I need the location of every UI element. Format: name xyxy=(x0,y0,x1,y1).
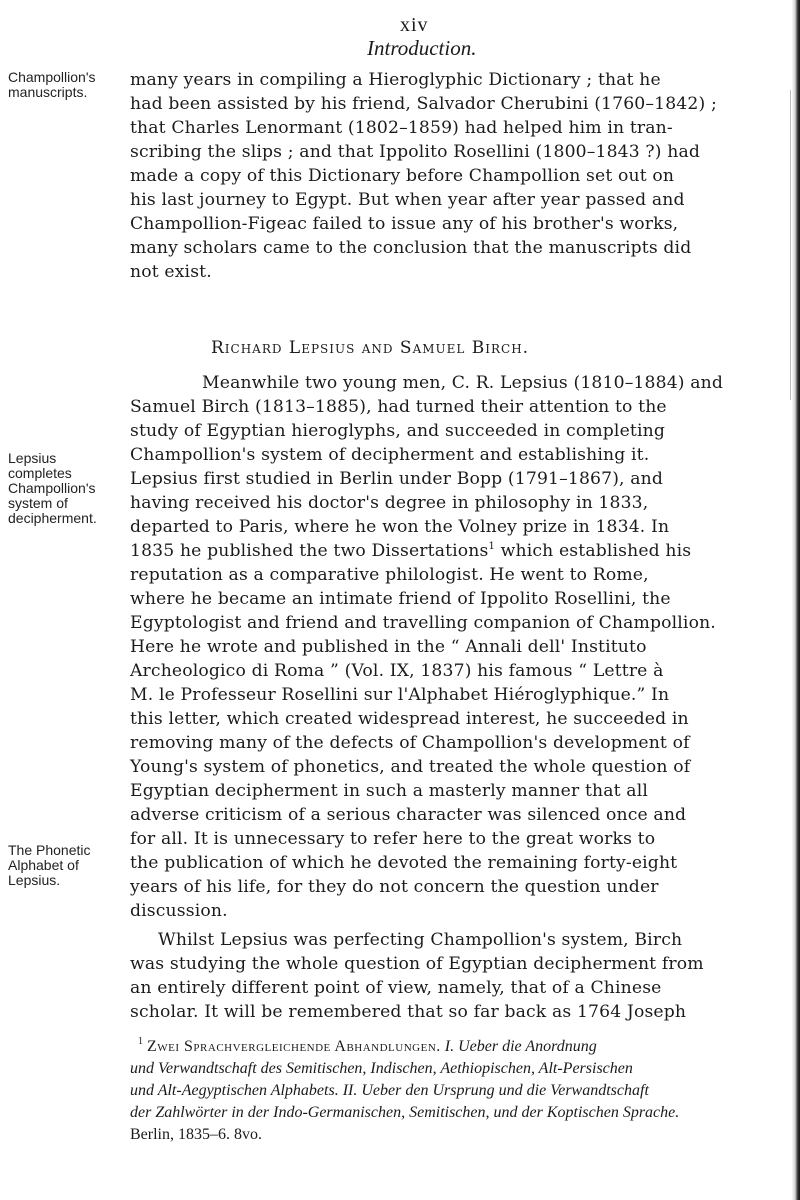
text-line: for all. It is unnecessary to refer here to the great works to xyxy=(130,829,656,849)
footnote-marker: 1 xyxy=(138,1036,143,1047)
text-line: having received his doctor's degree in philosophy in 1833, xyxy=(130,493,649,513)
page-edge-shadow xyxy=(792,0,800,1200)
sidenote-line: manuscripts. xyxy=(8,84,88,100)
text-line: Here he wrote and published in the “ Annali dell' Instituto xyxy=(130,637,647,657)
text-line: Egyptian decipherment in such a masterly manner that all xyxy=(130,781,648,801)
text-fragment: which established his xyxy=(495,541,692,561)
sidenote-line: decipherment. xyxy=(8,510,97,526)
text-line: Archeologico di Roma ” (Vol. IX, 1837) his famous “ Lettre à xyxy=(130,661,664,681)
footnote-line xyxy=(138,1036,597,1057)
text-line-with-ref xyxy=(130,539,691,563)
footnote-line xyxy=(130,1080,649,1101)
sidenote-line: Champollion's xyxy=(8,69,96,85)
text-line: scribing the slips ; and that Ippolito Rosellini (1800–1843 ?) had xyxy=(130,142,701,162)
footnote-italic: I. Ueber die Anordnung xyxy=(444,1038,597,1055)
footnote-italic: und Verwandtschaft des Semitischen, Indischen, Aethiopischen, Alt-Persischen xyxy=(130,1060,633,1077)
text-line: that Charles Lenormant (1802–1859) had helped him in tran- xyxy=(130,118,673,138)
text-line: Meanwhile two young men, C. R. Lepsius (1810–1884) and xyxy=(202,373,724,393)
footnote-reference: 1 xyxy=(488,541,496,552)
footnote-italic: und Alt-Aegyptischen Alphabets. II. Ueber den Ursprung und die Verwandtschaft xyxy=(130,1082,649,1099)
text-line: Samuel Birch (1813–1885), had turned their attention to the xyxy=(130,397,667,417)
text-line: Lepsius first studied in Berlin under Bopp (1791–1867), and xyxy=(130,469,664,489)
text-line: Egyptologist and friend and travelling companion of Champollion. xyxy=(130,613,716,633)
section-heading: Richard Lepsius and Samuel Birch. xyxy=(211,338,530,358)
footnote-line: Berlin, 1835–6. 8vo. xyxy=(130,1126,262,1143)
sidenote-line: Lepsius. xyxy=(8,872,61,888)
page-number: xiv xyxy=(400,14,429,36)
page-edge-line xyxy=(790,90,791,400)
page-header xyxy=(0,14,800,60)
text-fragment: 1835 he published the two Dissertations xyxy=(130,541,489,561)
sidenote-lepsius-completes xyxy=(8,451,136,526)
footnote-italic: der Zahlwörter in der Indo-Germanischen, Semitischen, und der Koptischen Sprache. xyxy=(130,1104,680,1121)
footnote-line xyxy=(130,1058,633,1079)
text-line: Champollion's system of decipherment and establishing it. xyxy=(130,445,650,465)
text-line: adverse criticism of a serious character was silenced once and xyxy=(130,805,687,825)
sidenote-line: Lepsius xyxy=(8,450,57,466)
text-line: made a copy of this Dictionary before Champollion set out on xyxy=(130,166,675,186)
text-line: Whilst Lepsius was perfecting Champollion's system, Birch xyxy=(158,930,683,950)
sidenote-line: Champollion's xyxy=(8,480,96,496)
text-line: an entirely different point of view, namely, that of a Chinese xyxy=(130,978,662,998)
sidenote-manuscripts xyxy=(8,70,136,100)
running-title: Introduction. xyxy=(367,36,477,60)
text-line: Champollion-Figeac failed to issue any of his brother's works, xyxy=(130,214,679,234)
text-line: his last journey to Egypt. But when year after year passed and xyxy=(130,190,685,210)
text-line: had been assisted by his friend, Salvador Cherubini (1760–1842) ; xyxy=(130,94,717,114)
sidenote-line: Alphabet of xyxy=(8,857,79,873)
text-line: the publication of which he devoted the remaining forty-eight xyxy=(130,853,678,873)
footnote-line xyxy=(130,1102,679,1123)
text-line: departed to Paris, where he won the Volney prize in 1834. In xyxy=(130,517,670,537)
sidenote-line: system of xyxy=(8,495,68,511)
text-line: years of his life, for they do not concern the question under xyxy=(130,877,659,897)
text-line: M. le Professeur Rosellini sur l'Alphabet Hiéroglyphique.” In xyxy=(130,685,670,705)
text-line: scholar. It will be remembered that so far back as 1764 Joseph xyxy=(130,1002,687,1022)
text-line: this letter, which created widespread interest, he succeeded in xyxy=(130,709,689,729)
sidenote-line: The Phonetic xyxy=(8,842,91,858)
text-line: removing many of the defects of Champollion's development of xyxy=(130,733,690,753)
text-line: many years in compiling a Hieroglyphic Dictionary ; that he xyxy=(130,70,661,90)
footnote-title: Zwei Sprachvergleichende Abhandlungen. xyxy=(147,1038,441,1055)
text-line: discussion. xyxy=(130,901,228,921)
text-line: many scholars came to the conclusion that the manuscripts did xyxy=(130,238,692,258)
text-line: Young's system of phonetics, and treated the whole question of xyxy=(130,757,691,777)
text-line: not exist. xyxy=(130,262,212,282)
text-line: reputation as a comparative philologist. He went to Rome, xyxy=(130,565,649,585)
text-line: where he became an intimate friend of Ippolito Rosellini, the xyxy=(130,589,671,609)
text-line: was studying the whole question of Egyptian decipherment from xyxy=(130,954,704,974)
sidenote-phonetic-alphabet xyxy=(8,843,136,888)
text-line: study of Egyptian hieroglyphs, and succeeded in completing xyxy=(130,421,665,441)
sidenote-line: completes xyxy=(8,465,72,481)
